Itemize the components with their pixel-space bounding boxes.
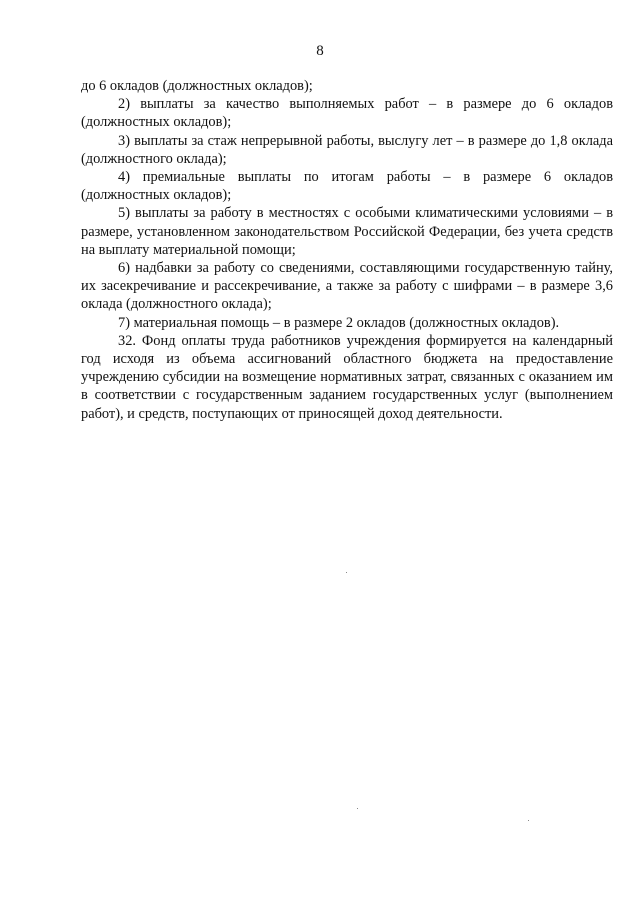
- paragraph-item-6: 6) надбавки за работу со сведениями, составляющими государственную тайну, их засекречивание и рассекречивание, а также за работу с шифрами – в размере 3,6 оклада (должностного оклада);: [81, 260, 613, 313]
- paragraph-item-5: 5) выплаты за работу в местностях с особыми климатическими условиями – в размере, установленном законодательством Российской Федерации, без учета средств на выплату материальной помощи;: [81, 205, 613, 258]
- paragraph-item-7: 7) материальная помощь – в размере 2 окладов (должностных окладов).: [118, 314, 560, 331]
- document-body: [81, 77, 613, 423]
- paragraph-clause-32: 32. Фонд оплаты труда работников учреждения формируется на календарный год исходя из объема ассигнований областного бюджета на предоставление учреждению субсидии на возмещение нормативных затрат, связанных с оказанием им в соответствии с государственным заданием государственных услуг (выполнением работ), и средств, поступающих от приносящей доход деятельности.: [81, 332, 613, 422]
- page-number: 8: [316, 43, 324, 59]
- paragraph-item-2: 2) выплаты за качество выполняемых работ – в размере до 6 окладов (должностных окладов);: [81, 96, 613, 131]
- paragraph-item-3: 3) выплаты за стаж непрерывной работы, выслугу лет – в размере до 1,8 оклада (должностного оклада);: [81, 132, 613, 167]
- scan-speck: [528, 820, 529, 821]
- scan-speck: [346, 572, 347, 573]
- paragraph-item-4: 4) премиальные выплаты по итогам работы – в размере 6 окладов (должностных окладов);: [81, 169, 613, 204]
- scan-speck: [357, 808, 358, 809]
- paragraph-continuation: до 6 окладов (должностных окладов);: [81, 78, 313, 94]
